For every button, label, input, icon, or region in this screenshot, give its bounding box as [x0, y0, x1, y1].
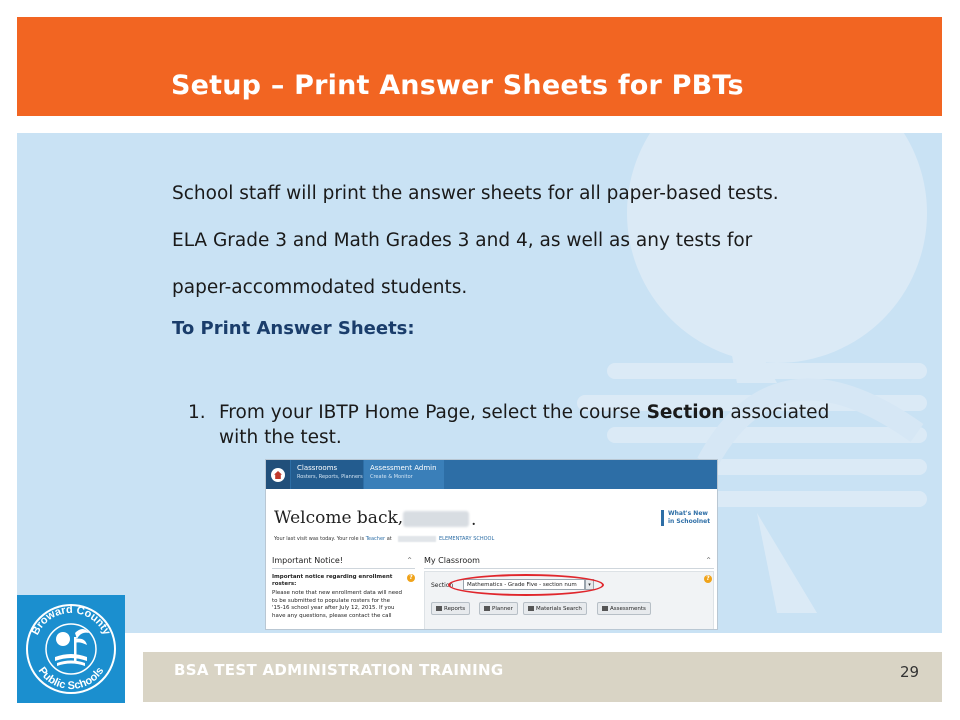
whats-new-link[interactable]	[661, 510, 716, 526]
reports-icon	[436, 606, 442, 611]
reports-button[interactable]	[431, 602, 470, 615]
home-button[interactable]	[266, 460, 290, 489]
tab-subtitle: Create & Monitor	[370, 474, 413, 480]
tab-classrooms[interactable]	[291, 460, 363, 489]
page-number: 29	[900, 663, 920, 681]
assessments-icon	[602, 606, 608, 611]
intro-paragraph	[172, 170, 912, 311]
search-icon	[528, 606, 534, 611]
chevron-up-icon[interactable]: ⌃	[406, 556, 413, 565]
step-text	[219, 400, 868, 450]
subheading: To Print Answer Sheets:	[172, 318, 415, 339]
notice-body	[272, 590, 415, 620]
broward-logo	[17, 595, 125, 703]
header-band	[17, 17, 942, 116]
step-number: 1.	[188, 402, 206, 423]
ibtp-screenshot	[265, 459, 718, 630]
footer-title: BSA TEST ADMINISTRATION TRAINING	[174, 661, 504, 679]
logo-text-top: Broward County	[29, 603, 113, 638]
step-text-start: From your IBTP Home Page, select the course	[219, 402, 647, 423]
school-name: ELEMENTARY SCHOOL	[439, 536, 495, 542]
chevron-down-icon[interactable]: ▾	[585, 579, 594, 590]
section-label: Section	[431, 582, 454, 589]
planner-button[interactable]	[479, 602, 518, 615]
welcome-heading: Welcome back,	[274, 508, 404, 528]
step-text-bold: Section	[646, 402, 725, 423]
help-icon[interactable]: ?	[704, 575, 712, 583]
button-label: Planner	[492, 606, 513, 612]
tab-title: Classrooms	[297, 464, 338, 472]
step-text-end: associated with the test.	[219, 402, 830, 448]
whats-new-line: in Schoolnet	[668, 518, 711, 525]
last-visit-text	[274, 536, 392, 542]
redacted-school	[398, 536, 436, 542]
classroom-box	[424, 571, 714, 630]
notice-panel-title: Important Notice!	[272, 556, 343, 565]
notice-title: Important notice regarding enrollment rosters:	[272, 574, 393, 587]
highlight-ring	[448, 574, 604, 596]
redacted-name	[403, 511, 469, 527]
help-icon[interactable]: ?	[407, 574, 415, 582]
welcome-period: .	[471, 510, 477, 530]
home-icon	[271, 468, 285, 482]
button-label: Assessments	[610, 606, 646, 612]
notice-line: '15-16 school year after July 12, 2015. If you	[272, 605, 395, 611]
paragraph-line: ELA Grade 3 and Math Grades 3 and 4, as well as any tests for	[172, 230, 753, 251]
logo-text-bottom: Public Schools	[35, 665, 107, 693]
tab-title: Assessment Admin	[370, 464, 437, 472]
step-item	[188, 400, 868, 450]
logo-seal-icon	[17, 595, 125, 703]
classroom-panel-header	[424, 554, 714, 569]
role-link[interactable]: Teacher	[365, 536, 386, 542]
last-visit-label: Your last visit was today. Your role is	[274, 536, 366, 542]
notice-line: have any questions, please contact the call	[272, 612, 392, 619]
whats-new-line: What's New	[668, 510, 708, 517]
paragraph-line: paper-accommodated students.	[172, 277, 468, 298]
slide-title: Setup – Print Answer Sheets for PBTs	[171, 70, 744, 101]
notice-panel-header	[272, 554, 415, 569]
section-select[interactable]: Mathematics - Grade Five - section num	[463, 579, 585, 590]
important-notice-panel	[272, 554, 415, 630]
svg-text:Broward County	[29, 604, 113, 638]
paragraph-line: School staff will print the answer sheets for all paper-based tests.	[172, 183, 779, 204]
tab-subtitle: Rosters, Reports, Planners	[297, 474, 363, 480]
button-label: Reports	[444, 606, 466, 612]
notice-line: Please note that new enrollment data will need	[272, 590, 403, 596]
materials-search-button[interactable]	[523, 602, 587, 615]
button-label: Materials Search	[536, 606, 582, 612]
role-at: at	[385, 536, 392, 542]
notice-line: to be submitted to populate rosters for the	[272, 597, 390, 604]
chevron-up-icon[interactable]: ⌃	[705, 556, 712, 565]
my-classroom-panel	[424, 554, 714, 630]
assessments-button[interactable]	[597, 602, 651, 615]
classroom-panel-title: My Classroom	[424, 556, 480, 565]
tab-assessment-admin[interactable]	[364, 460, 444, 489]
svg-text:Public Schools	[36, 665, 107, 692]
planner-icon	[484, 606, 490, 611]
